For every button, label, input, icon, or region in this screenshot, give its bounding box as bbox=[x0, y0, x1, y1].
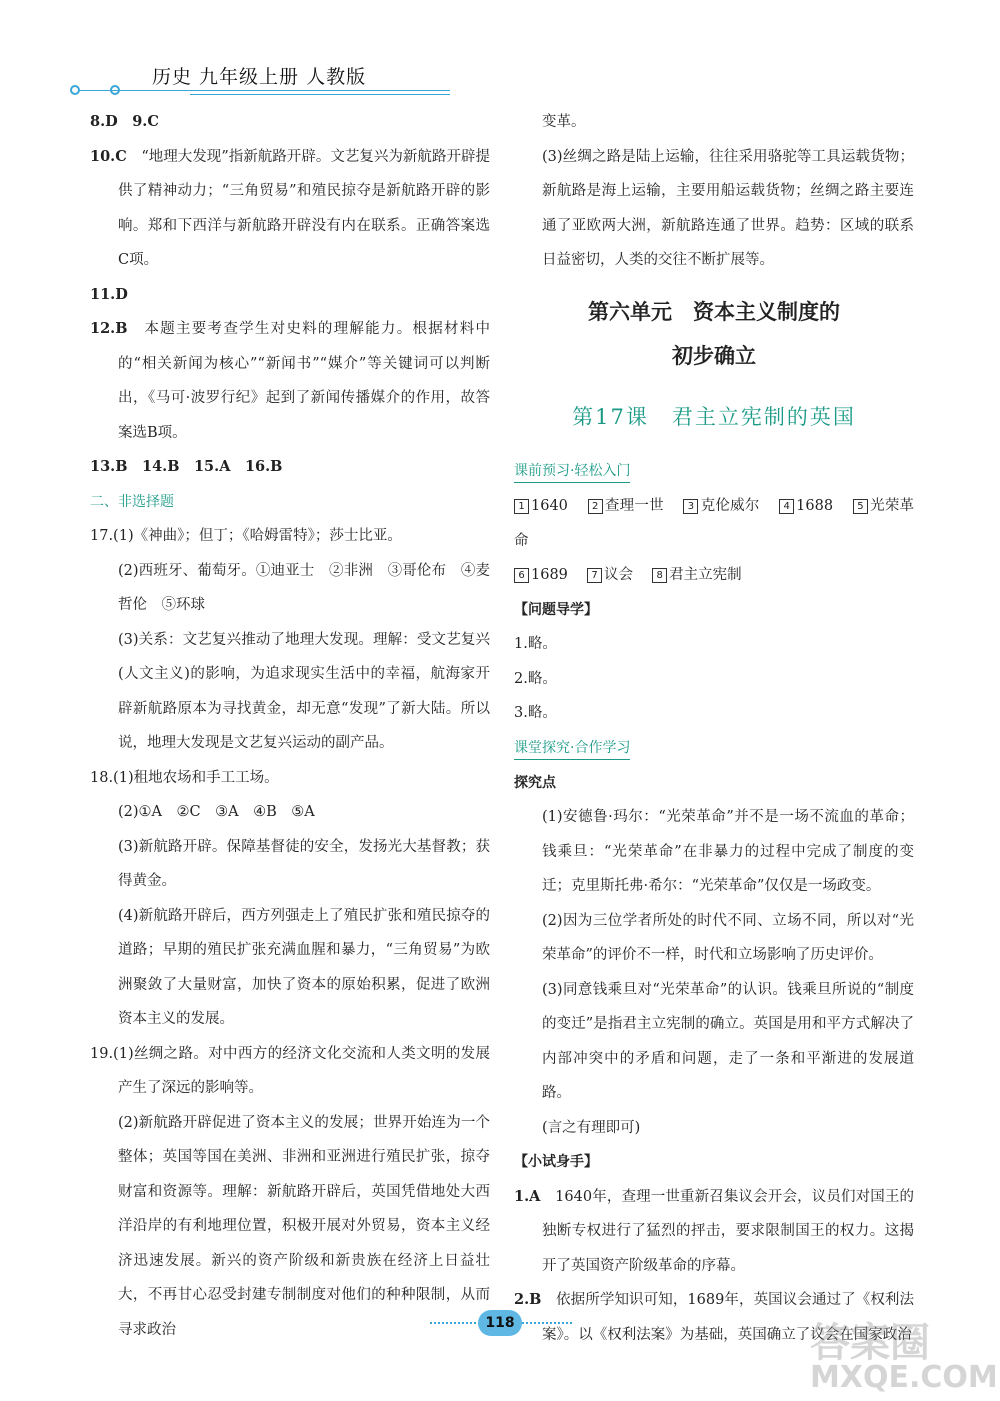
header-line bbox=[190, 94, 450, 95]
answer-19-1: 19.(1)丝绸之路。对中西方的经济文化交流和人类文明的发展产生了深远的影响等。 bbox=[90, 1045, 490, 1096]
header-line bbox=[78, 90, 450, 91]
explore-tag: 课堂探究·合作学习 bbox=[514, 737, 630, 760]
answer-17-2: (2)西班牙、葡萄牙。①迪亚士 ②非洲 ③哥伦布 ④麦哲伦 ⑤环球 bbox=[118, 562, 490, 613]
left-column bbox=[90, 105, 490, 1347]
answer-18-4: (4)新航路开辟后，西方列强走上了殖民扩张和殖民掠夺的道路；早期的殖民扩张充满血腥和暴力，“三角贸易”为欧洲聚敛了大量财富，加快了资本的原始积累，促进了欧洲资本主义的发展。 bbox=[118, 907, 490, 1027]
section-heading: 二、非选择题 bbox=[90, 493, 174, 510]
page-footer bbox=[430, 1310, 570, 1340]
try-2: 2.B 依据所学知识可知，1689年，英国议会通过了《权利法案》。以《权利法案》为基础，英国确立了议会在国家政治 bbox=[514, 1291, 914, 1343]
watermark-line-1: 答案圈 bbox=[810, 1320, 930, 1366]
page-number: 118 bbox=[478, 1310, 522, 1336]
fill-blanks-row-1: 1 1640 2 查理一世 3 克伦威尔 4 1688 5 光荣革命 bbox=[514, 498, 915, 549]
answer-17-3: (3)关系：文艺复兴推动了地理大发现。理解：受文艺复兴(人文主义)的影响，为追求现实生活中的幸福，航海家开辟新航路原本为寻找黄金，却无意“发现”了新大陆。所以说，地理大发现是文艺复兴运动的副产品。 bbox=[118, 631, 490, 751]
page-header bbox=[70, 58, 450, 108]
fill-blanks-row-2: 6 1689 7 议会 8 君主立宪制 bbox=[514, 558, 914, 593]
answer-8-9: 8.D 9.C bbox=[90, 113, 159, 130]
try-1: 1.A 1640年，查理一世重新召集议会开会，议员们对国王的独断专权进行了猛烈的抨击，要求限制国王的权力。这揭开了英国资产阶级革命的序幕。 bbox=[514, 1187, 915, 1274]
answer-12: 12.B 本题主要考查学生对史料的理解能力。根据材料中的“相关新闻为核心”“新闻书”“媒介”等关键词可以判断出，《马可·波罗行纪》起到了新闻传播媒介的作用，故答案选B项。 bbox=[90, 320, 491, 441]
answer-19-2-continued: 变革。 bbox=[542, 114, 586, 130]
guide-1: 1.略。 bbox=[514, 636, 557, 652]
explore-1: (1)安德鲁·玛尔：“光荣革命”并不是一场不流血的革命；钱乘旦：“光荣革命”在非暴力的过程中完成了制度的变迁；克里斯托弗·希尔：“光荣革命”仅仅是一场政变。 bbox=[542, 809, 914, 894]
answer-13-16: 13.B 14.B 15.A 16.B bbox=[90, 458, 283, 475]
guide-3: 3.略。 bbox=[514, 705, 557, 721]
answer-18-1: 18.(1)租地农场和手工工场。 bbox=[90, 769, 279, 786]
lesson-title: 第17课 君主立宪制的英国 bbox=[572, 404, 856, 429]
watermark-line-2: MXQE.COM bbox=[810, 1360, 998, 1395]
footer-dots bbox=[522, 1322, 572, 1324]
answer-17-1: 17.(1)《神曲》；但丁；《哈姆雷特》；莎士比亚。 bbox=[90, 528, 402, 544]
answer-19-2: (2)新航路开辟促进了资本主义的发展；世界开始连为一个整体；英国等国在美洲、非洲和亚洲进行殖民扩张，掠夺财富和资源等。理解：新航路开辟后，英国凭借地处大西洋沿岸的有利地理位置，积极开展对外贸易，资本主义经济迅速发展。新兴的资产阶级和新贵族在经济上日益壮大，不再甘心忍受封建专制制度对他们的种种限制，从而寻求政治 bbox=[118, 1114, 490, 1338]
preview-tag: 课前预习·轻松入门 bbox=[514, 460, 630, 483]
unit-title: 第六单元 资本主义制度的 初步确立 bbox=[588, 299, 840, 368]
answer-10: 10.C “地理大发现”指新航路开辟。文艺复兴为新航路开辟提供了精神动力；“三角贸易”和殖民掠夺是新航路开辟的影响。郑和下西洋与新航路开辟没有内在联系。正确答案选C项。 bbox=[90, 147, 490, 268]
answer-19-3: (3)丝绸之路是陆上运输，往往采用骆驼等工具运载货物；新航路是海上运输，主要用船运载货物；丝绸之路主要连通了亚欧两大洲，新航路连通了世界。趋势：区域的联系日益密切，人类的交往不断扩展等。 bbox=[542, 148, 914, 268]
watermark-logo bbox=[810, 1311, 998, 1395]
footer-dots bbox=[430, 1322, 480, 1324]
answer-18-3: (3)新航路开辟。保障基督徒的安全，发扬光大基督教；获得黄金。 bbox=[118, 838, 490, 889]
answer-18-2: (2)①A ②C ③A ④B ⑤A bbox=[118, 804, 315, 820]
right-column bbox=[514, 105, 914, 1352]
explore-2: (2)因为三位学者所处的时代不同、立场不同，所以对“光荣革命”的评价不一样，时代和立场影响了历史评价。 bbox=[542, 912, 914, 963]
explore-4: (言之有理即可) bbox=[542, 1119, 641, 1136]
answer-11: 11.D bbox=[90, 285, 128, 303]
explore-heading: 探究点 bbox=[514, 774, 556, 791]
try-heading: 【小试身手】 bbox=[514, 1154, 598, 1170]
explore-3: (3)同意钱乘旦对“光荣革命”的认识。钱乘旦所说的“制度的变迁”是指君主立宪制的确立。英国是用和平方式解决了内部冲突中的矛盾和问题，走了一条和平渐进的发展道路。 bbox=[542, 981, 914, 1101]
guide-heading: 【问题导学】 bbox=[514, 601, 598, 618]
guide-2: 2.略。 bbox=[514, 670, 557, 687]
header-title: 历史 九年级上册 人教版 bbox=[152, 66, 367, 88]
